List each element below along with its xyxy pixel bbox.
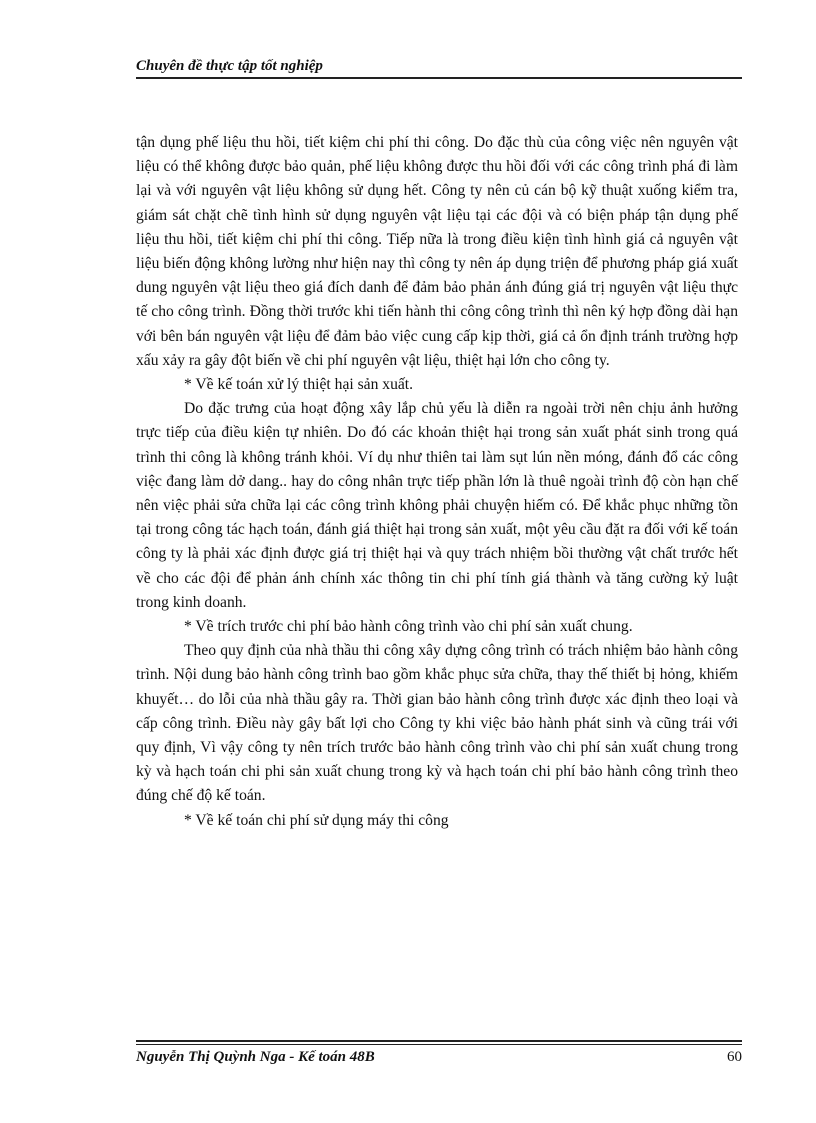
footer-author: Nguyễn Thị Quỳnh Nga - Kế toán 48B <box>136 1049 375 1065</box>
header-title: Chuyên đề thực tập tốt nghiệp <box>136 58 323 74</box>
paragraph-damage: Do đặc trưng của hoạt động xây lắp chủ yếu là diễn ra ngoài trời nên chịu ảnh hưởng trực tiếp của điều kiện tự nhiên. Do đó các khoản thiệt hại trong sản xuất phát sinh trong quá trình thi công là không tránh khỏi. Ví dụ như thiên tai làm sụt lún nền móng, đánh đổ các công việc đang làm dở dang.. hay do công nhân trực tiếp phần lớn là thuê ngoài trình độ còn hạn chế nên việc phải sửa chữa lại các công trình không phải chuyện hiếm có. Để khắc phục những tồn tại trong công tác hạch toán, đánh giá thiệt hại trong sản xuất, một yêu cầu đặt ra đối với kế toán công ty là phải xác định được giá trị thiệt hại và quy trách nhiệm bồi thường vật chất trước hết về cho các đội để phản ánh chính xác thông tin chi phí tính giá thành và tăng cường kỷ luật trong kinh doanh. <box>136 400 738 611</box>
footer-divider <box>136 1040 742 1042</box>
section-heading-warranty: * Về trích trước chi phí bảo hành công trình vào chi phí sản xuất chung. <box>184 618 633 636</box>
page-footer <box>136 1040 742 1066</box>
body-text <box>136 131 738 833</box>
header-divider <box>136 77 742 79</box>
paragraph-warranty: Theo quy định của nhà thầu thi công xây dựng công trình có trách nhiệm bảo hành công trình. Nội dung bảo hành công trình bao gồm khắc phục sửa chữa, thay thế thiết bị hỏng, khiếm khuyết… do lỗi của nhà thầu gây ra. Thời gian bảo hành công trình được xác định theo loại và cấp công trình. Điều này gây bất lợi cho Công ty khi việc bảo hành phát sinh và cũng trái với quy định, Vì vậy công ty nên trích trước bảo hành công trình vào chi phí sản xuất chung trong kỳ và hạch toán chi phi sản xuất chung trong kỳ và hạch toán chi phí bảo hành công trình theo đúng chế độ kế toán. <box>136 642 738 805</box>
section-heading-machinery: * Về kế toán chi phí sử dụng máy thi công <box>184 811 449 829</box>
page-header <box>136 56 742 79</box>
footer-divider-thin <box>136 1044 742 1045</box>
page-number: 60 <box>727 1049 742 1065</box>
paragraph-continuation: tận dụng phế liệu thu hồi, tiết kiệm chi phí thi công. Do đặc thù của công việc nên nguyên vật liệu có thể không được bảo quản, phế liệu không được thu hồi đối với các công trình phá đi làm lại và với nguyên vật liệu không sử dụng hết. Công ty nên củ cán bộ kỹ thuật xuống kiểm tra, giám sát chặt chẽ tình hình sử dụng nguyên vật liệu tại các đội và có biện pháp tận dụng phế liệu thu hồi, tiết kiệm chi phí thi công. Tiếp nữa là trong điều kiện tình hình giá cả nguyên vật liệu biến động không lường như hiện nay thì công ty nên áp dụng triện để phương pháp giá xuất dung nguyên vật liệu theo giá đích danh để đảm bảo phản ánh đúng giá trị nguyên vật liệu thực tế cho công trình. Đồng thời trước khi tiến hành thi công công trình thì nên ký hợp đồng dài hạn với bên bán nguyên vật liệu để đảm bảo việc cung cấp kịp thời, giá cả ổn định tránh trường hợp xấu xảy ra gây đột biến về chi phí nguyên vật liệu, thiệt hại lớn cho công ty. <box>136 134 738 369</box>
section-heading-damage: * Về kế toán xử lý thiệt hại sản xuất. <box>184 376 414 394</box>
